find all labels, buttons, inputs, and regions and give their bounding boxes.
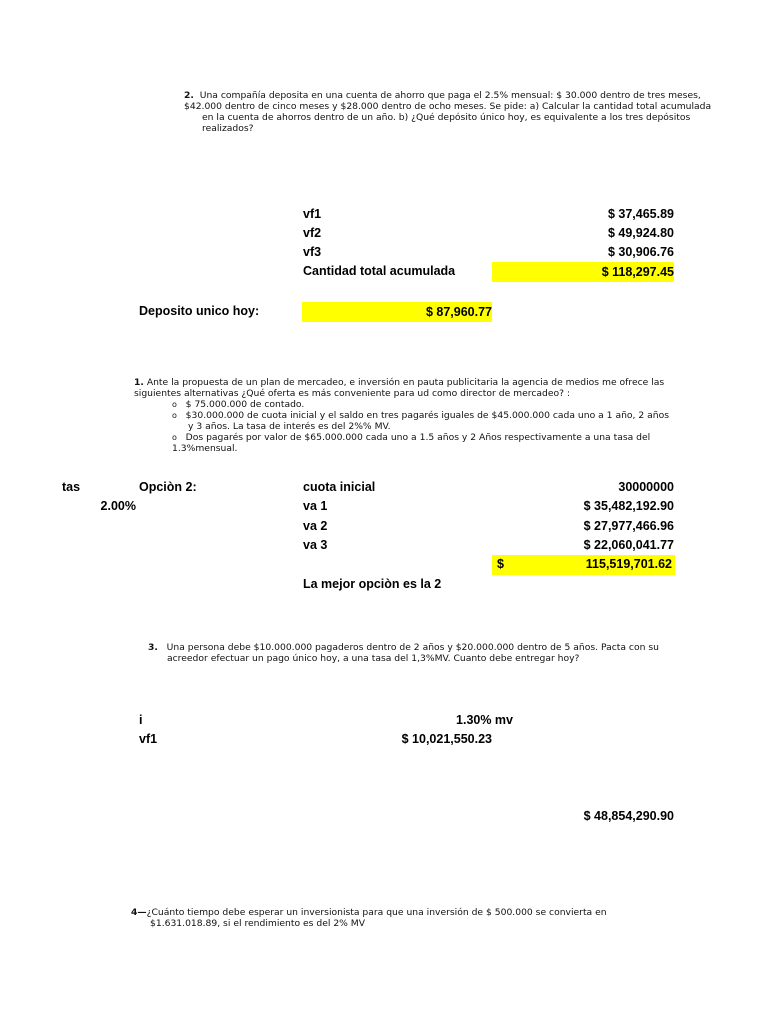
q1-bullet-continuation: 1.3%mensual. <box>172 443 238 454</box>
q3-number: 3. <box>148 642 158 653</box>
q3-statement <box>148 642 659 653</box>
q1-row-value: $ 35,482,192.90 <box>583 499 674 513</box>
q2-total-label: Cantidad total acumulada <box>303 264 456 278</box>
q2-row-label: vf2 <box>303 226 322 240</box>
tas-label: tas <box>62 480 81 494</box>
q2-line-4: realizados? <box>202 123 254 134</box>
q2-line-2: $42.000 dentro de cinco meses y $28.000 dentro de ocho meses. Se pide: a) Calcular la cantidad total acumulada <box>184 101 712 112</box>
q2-total-value: $ 118,297.45 <box>492 262 674 282</box>
q4-line-2: $1.631.018.89, si el rendimiento es del 2% MV <box>150 918 366 929</box>
q2-row-label: vf1 <box>303 207 322 221</box>
bullet-mark: o <box>172 433 177 442</box>
q2-deposit-label: Deposito unico hoy: <box>139 304 260 318</box>
q1-bullet-text: $ 75.000.000 de contado. <box>185 399 305 410</box>
q1-statement <box>134 377 664 388</box>
q4-statement <box>131 907 607 918</box>
q1-bullet-text: Dos pagarés por valor de $65.000.000 cada uno a 1.5 años y 2 Años respectivamente a una tasa del <box>185 432 651 443</box>
q1-row-label: cuota inicial <box>303 480 376 494</box>
q1-row-value: $ 27,977,466.96 <box>583 519 674 533</box>
rate-value: 2.00% <box>100 499 136 513</box>
q2-number: 2. <box>184 90 194 101</box>
q2-deposit-value: $ 87,960.77 <box>302 302 492 322</box>
q3-i-value: 1.30% mv <box>456 713 513 727</box>
q1-row-value: $ 22,060,041.77 <box>583 538 674 552</box>
q1-bullet-continuation: y 3 años. La tasa de interés es del 2%% MV. <box>188 421 391 432</box>
q2-row-label: vf3 <box>303 245 322 259</box>
q3-vf1-label: vf1 <box>139 732 158 746</box>
bullet-mark: o <box>172 400 177 409</box>
q2-row-value: $ 37,465.89 <box>607 207 674 221</box>
q3-vf1-value: $ 10,021,550.23 <box>401 732 492 746</box>
q1-row-label: va 1 <box>303 499 328 513</box>
q3-i-label: i <box>139 713 143 727</box>
q1-line-1: Ante la propuesta de un plan de mercadeo, e inversión en pauta publicitaria la agencia de medios me ofrece las <box>146 377 665 388</box>
q4-line-1: ¿Cuánto tiempo debe esperar un inversionista para que una inversión de $ 500.000 se convierta en <box>146 907 607 918</box>
q4-number: 4— <box>131 907 147 918</box>
q1-bullet <box>172 399 304 410</box>
q1-total-sign: $ <box>497 557 504 571</box>
q2-line-1: Una compañía deposita en una cuenta de ahorro que paga el 2.5% mensual: $ 30.000 dentro de tres meses, <box>199 90 701 101</box>
q2-line-3: en la cuenta de ahorros dentro de un año. b) ¿Qué depósito único hoy, es equivalente a los tres depósitos <box>202 112 691 123</box>
q3-line-2: acreedor efectuar un pago único hoy, a una tasa del 1,3%MV. Cuanto debe entregar hoy? <box>167 653 580 664</box>
q1-number: 1. <box>134 377 144 388</box>
q1-line-2: siguientes alternativas ¿Qué oferta es más conveniente para ud como director de mercadeo? : <box>134 388 570 399</box>
q1-total-value: 115,519,701.62 <box>585 557 672 571</box>
q1-bullet-text: $30.000.000 de cuota inicial y el saldo en tres pagarés iguales de $45.000.000 cada uno a 1 año, 2 años <box>185 410 669 421</box>
bullet-mark: o <box>172 411 177 420</box>
option-label: Opciòn 2: <box>139 480 197 494</box>
q1-bullet <box>172 410 669 421</box>
q2-statement <box>184 90 701 101</box>
q3-line-1: Una persona debe $10.000.000 pagaderos dentro de 2 años y $20.000.000 dentro de 5 años. Pacta con su <box>166 642 659 653</box>
q1-row-label: va 3 <box>303 538 328 552</box>
q1-row-value: 30000000 <box>618 480 674 494</box>
q1-row-label: va 2 <box>303 519 328 533</box>
q1-bullet <box>172 432 650 443</box>
q2-row-value: $ 30,906.76 <box>607 245 674 259</box>
q3-result: $ 48,854,290.90 <box>583 809 674 823</box>
q2-row-value: $ 49,924.80 <box>607 226 674 240</box>
q1-conclusion: La mejor opciòn es la 2 <box>303 577 442 591</box>
